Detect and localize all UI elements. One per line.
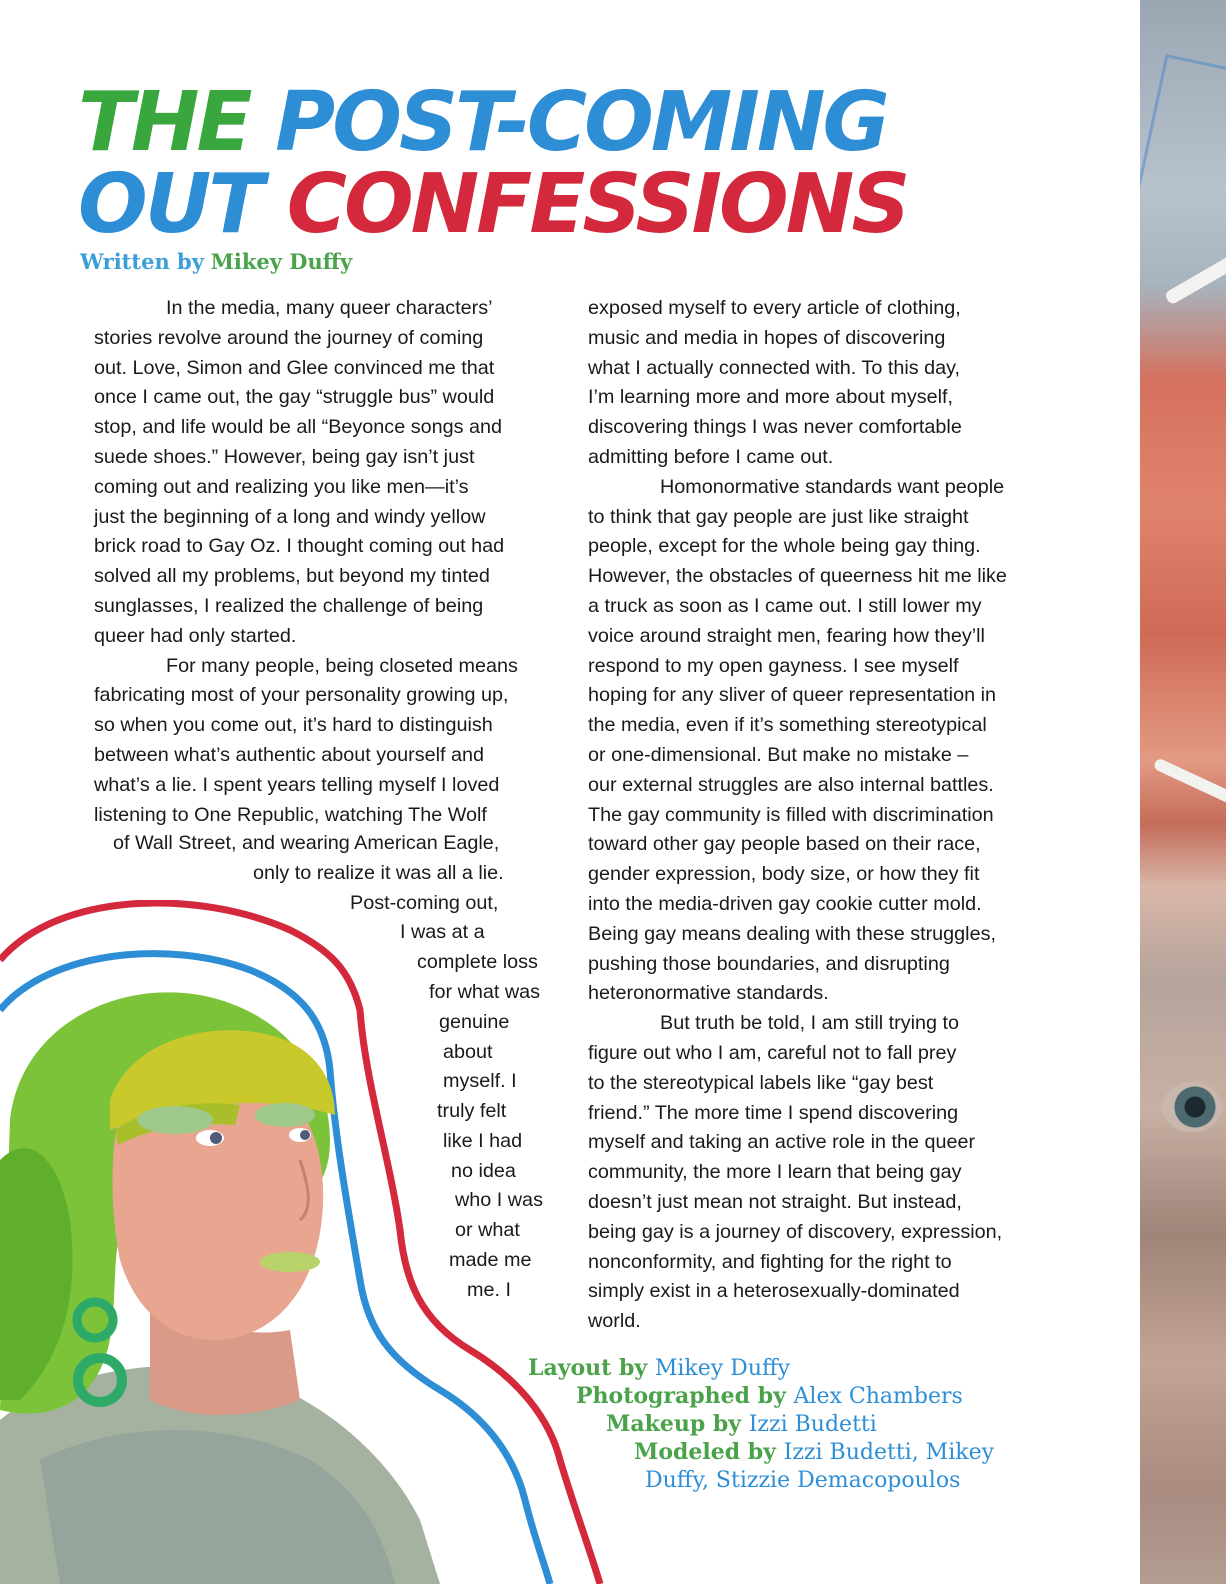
credit-name: Izzi Budetti, Mikey (783, 1440, 995, 1465)
title-word: THE (78, 75, 250, 170)
text-line: discovering things I was never comfortable (588, 416, 962, 439)
text-line: what’s a lie. I spent years telling myself I loved (94, 773, 500, 796)
text-line: about (443, 1041, 493, 1063)
text-line: who I was (455, 1189, 543, 1211)
text-line: voice around straight men, fearing how they’ll (588, 624, 985, 647)
credit-photography (576, 1382, 963, 1411)
text-line: a truck as soon as I came out. I still lower my (588, 594, 982, 617)
text-line: complete loss (417, 951, 538, 973)
credit-models-continued (645, 1466, 960, 1495)
text-line: what I actually connected with. To this day, (588, 356, 961, 379)
text-line: brick road to Gay Oz. I thought coming out had (94, 535, 505, 558)
body-column-1 (94, 294, 564, 830)
text-line: friend.” The more time I spend discovering (588, 1101, 959, 1124)
body-column-2 (588, 294, 1058, 1337)
text-line: between what’s authentic about yourself and (94, 743, 485, 766)
collage-strip-image (1140, 0, 1226, 1584)
text-line: to think that gay people are just like straight (588, 505, 969, 528)
text-line: doesn’t just mean not straight. But instead, (588, 1190, 962, 1213)
credit-layout (528, 1354, 790, 1383)
text-line: just the beginning of a long and windy yellow (94, 505, 486, 528)
credit-name: Mikey Duffy (654, 1356, 791, 1381)
text-line: to the stereotypical labels like “gay best (588, 1071, 934, 1094)
article-title (78, 75, 908, 252)
text-line: stop, and life would be all “Beyonce songs and (94, 416, 502, 439)
text-line: admitting before I came out. (588, 445, 834, 468)
text-line: I’m learning more and more about myself, (588, 386, 954, 409)
text-line: toward other gay people based on their race, (588, 833, 981, 856)
text-line: However, the obstacles of queerness hit me like (588, 565, 1007, 588)
text-line: queer had only started. (94, 624, 297, 647)
text-line: stories revolve around the journey of coming (94, 326, 484, 349)
title-line-2 (78, 157, 908, 252)
text-line: only to realize it was all a lie. (253, 862, 504, 884)
paragraph (588, 473, 1058, 1009)
text-line: people, except for the whole being gay thing. (588, 535, 981, 558)
text-line: genuine (439, 1011, 510, 1033)
credit-name: Izzi Budetti (748, 1412, 877, 1437)
text-line: community, the more I learn that being gay (588, 1161, 962, 1184)
text-line: no idea (451, 1160, 516, 1182)
credit-label: Modeled by (634, 1439, 776, 1465)
text-line: Post-coming out, (350, 892, 499, 914)
text-line: being gay is a journey of discovery, expression, (588, 1220, 1003, 1243)
collage-blue-scribble (1140, 54, 1226, 209)
text-line: fabricating most of your personality growing up, (94, 684, 509, 707)
text-line: or what (455, 1219, 520, 1241)
text-line: Homonormative standards want people (660, 475, 1005, 498)
text-line: In the media, many queer characters’ (166, 297, 493, 319)
text-line: myself and taking an active role in the queer (588, 1131, 976, 1154)
title-word: OUT (78, 157, 262, 252)
text-line: into the media-driven gay cookie cutter mold. (588, 892, 982, 915)
byline-author: Mikey Duffy (210, 249, 353, 274)
text-line: coming out and realizing you like men—it’s (94, 475, 469, 498)
byline (80, 249, 352, 275)
byline-label: Written by (80, 249, 204, 274)
text-line: The gay community is filled with discrimination (588, 803, 994, 826)
paragraph (94, 294, 564, 652)
text-line: respond to my open gayness. I see myself (588, 654, 959, 677)
text-line: out. Love, Simon and Glee convinced me that (94, 356, 495, 379)
text-line: exposed myself to every article of clothing, (588, 297, 961, 319)
text-line: for what was (429, 981, 541, 1003)
text-line: solved all my problems, but beyond my tinted (94, 565, 490, 588)
collage-torn-edge (1164, 238, 1226, 305)
text-line: I was at a (400, 921, 485, 943)
text-line: hoping for any sliver of queer representation in (588, 684, 996, 707)
text-line: made me (449, 1249, 532, 1271)
text-line: music and media in hopes of discovering (588, 326, 946, 349)
text-line: me. I (467, 1279, 511, 1301)
text-line: the media, even if it’s something stereotypical (588, 714, 987, 737)
text-line: or one-dimensional. But make no mistake – (588, 743, 969, 766)
paragraph (588, 1009, 1058, 1337)
text-line: gender expression, body size, or how they fit (588, 863, 980, 886)
collage-eye (1162, 1082, 1222, 1132)
text-line: sunglasses, I realized the challenge of being (94, 594, 484, 617)
credit-makeup (606, 1410, 877, 1439)
text-line: once I came out, the gay “struggle bus” would (94, 386, 495, 409)
text-line: of Wall Street, and wearing American Eagle, (113, 832, 500, 854)
text-line: pushing those boundaries, and disrupting (588, 952, 950, 975)
text-line: heteronormative standards. (588, 982, 829, 1005)
text-line: nonconformity, and fighting for the right to (588, 1250, 952, 1273)
credit-label: Photographed by (576, 1383, 786, 1409)
paragraph (588, 294, 1058, 473)
title-word: CONFESSIONS (286, 157, 908, 252)
text-line: world. (588, 1310, 641, 1333)
collage-torn-edge (1153, 757, 1226, 814)
text-line: suede shoes.” However, being gay isn’t just (94, 445, 475, 468)
text-line: For many people, being closeted means (166, 654, 518, 677)
credit-name: Duffy, Stizzie Demacopoulos (645, 1468, 961, 1493)
credit-label: Layout by (528, 1355, 648, 1381)
title-word: POST-COMING (275, 75, 887, 170)
text-line: Being gay means dealing with these struggles, (588, 922, 996, 945)
text-line: so when you come out, it’s hard to distinguish (94, 714, 493, 737)
credit-name: Alex Chambers (793, 1384, 963, 1409)
text-line: But truth be told, I am still trying to (660, 1012, 960, 1035)
credit-label: Makeup by (606, 1411, 742, 1437)
text-line: like I had (443, 1130, 523, 1152)
text-line: myself. I (443, 1070, 517, 1092)
text-line: our external struggles are also internal battles. (588, 773, 994, 796)
text-line: simply exist in a heterosexually-dominated (588, 1280, 960, 1303)
credit-models (634, 1438, 994, 1467)
text-line: listening to One Republic, watching The Wolf (94, 803, 487, 826)
title-line-1 (78, 75, 907, 170)
paragraph (94, 652, 564, 831)
text-line: figure out who I am, careful not to fall prey (588, 1041, 957, 1064)
text-line: truly felt (437, 1100, 507, 1122)
